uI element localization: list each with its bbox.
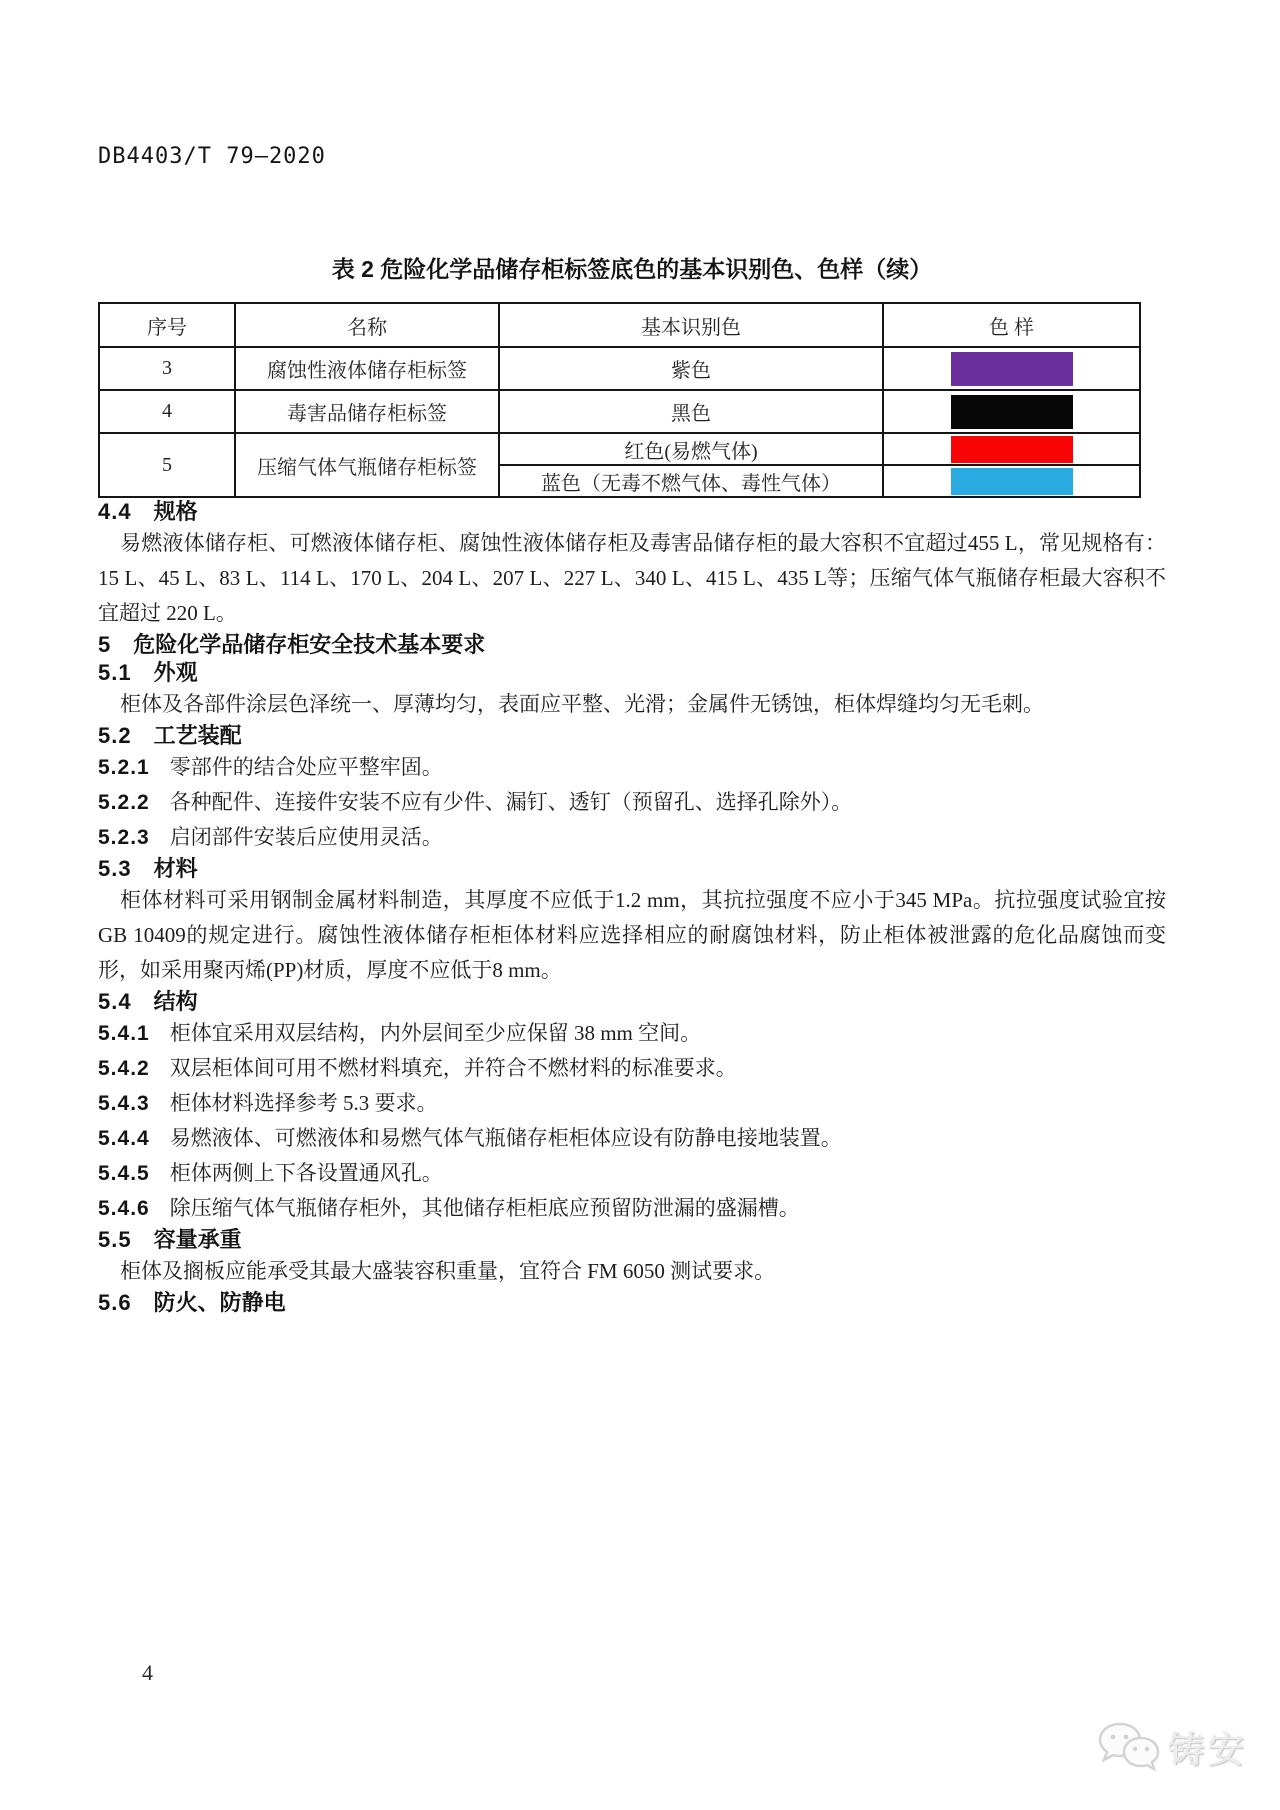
watermark-label: 铸安 [1167, 1729, 1248, 1770]
clause-number: 5.4.2 [98, 1057, 150, 1080]
page-number: 4 [142, 1660, 153, 1685]
col-header-index: 序号 [99, 303, 235, 347]
clause-text: 柜体宜采用双层结构，内外层间至少应保留 38 mm 空间。 [169, 1021, 702, 1045]
table-header-row [99, 303, 1140, 347]
section-heading-5-1 [98, 659, 1166, 687]
clause-5-2-3 [98, 820, 1166, 855]
table-row [99, 347, 1140, 390]
section-title: 外观 [153, 660, 198, 685]
cell-swatch [883, 465, 1140, 497]
cell-name: 压缩气体气瓶储存柜标签 [235, 433, 499, 497]
clause-5-2-1 [98, 750, 1166, 785]
clause-5-4-5 [98, 1156, 1166, 1191]
cell-swatch [883, 433, 1140, 465]
cell-index: 5 [99, 433, 235, 497]
cell-index: 3 [99, 347, 235, 390]
table-row [99, 433, 1140, 465]
section-heading-5 [98, 631, 1166, 659]
section-heading-5-5 [98, 1226, 1166, 1254]
clause-text: 柜体材料选择参考 5.3 要求。 [169, 1091, 438, 1115]
col-header-name: 名称 [235, 303, 499, 347]
clause-5-4-1 [98, 1016, 1166, 1051]
clause-5-4-6 [98, 1191, 1166, 1226]
col-header-sample: 色 样 [883, 303, 1140, 347]
section-heading-4-4 [98, 498, 1166, 526]
cell-color-name: 紫色 [499, 347, 883, 390]
clause-text: 启闭部件安装后应使用灵活。 [169, 825, 443, 849]
cell-index: 4 [99, 390, 235, 433]
clause-text: 零部件的结合处应平整牢固。 [169, 755, 443, 779]
table-title: 表 2 危险化学品储存柜标签底色的基本识别色、色样（续） [331, 256, 933, 282]
clause-number: 5.4.3 [98, 1092, 150, 1115]
cell-color-name: 红色(易燃气体) [499, 433, 883, 465]
section-number: 5.1 [98, 660, 132, 685]
clause-text: 除压缩气体气瓶储存柜外，其他储存柜柜底应预留防泄漏的盛漏槽。 [169, 1196, 800, 1220]
col-header-color: 基本识别色 [499, 303, 883, 347]
page-content [98, 0, 1166, 1317]
section-title: 工艺装配 [153, 723, 242, 748]
clause-number: 5.2.1 [98, 756, 150, 779]
clause-number: 5.4.5 [98, 1162, 150, 1185]
section-4-4-paragraph: 易燃液体储存柜、可燃液体储存柜、腐蚀性液体储存柜及毒害品储存柜的最大容积不宜超过455 L，常见规格有：15 L、45 L、83 L、114 L、170 L、204 L、207 L、227 L、340 L、415 L、435 L等；压缩气体气瓶储存柜最大容积不宜超过 220 L。 [98, 531, 1166, 625]
section-title: 结构 [153, 989, 198, 1014]
color-swatch-blue [951, 468, 1073, 495]
color-swatch-purple [951, 352, 1073, 386]
section-number: 5.5 [98, 1227, 132, 1252]
clause-number: 5.2.2 [98, 791, 150, 814]
cell-color-name: 蓝色（无毒不燃气体、毒性气体） [499, 465, 883, 497]
clause-text: 各种配件、连接件安装不应有少件、漏钉、透钉（预留孔、选择孔除外）。 [169, 790, 853, 814]
clause-number: 5.4.6 [98, 1197, 150, 1220]
clause-5-4-3 [98, 1086, 1166, 1121]
clause-5-4-4 [98, 1121, 1166, 1156]
section-title: 材料 [153, 856, 198, 881]
table-row [99, 390, 1140, 433]
clause-number: 5.2.3 [98, 826, 150, 849]
cell-name: 毒害品储存柜标签 [235, 390, 499, 433]
section-5-1-paragraph: 柜体及各部件涂层色泽统一、厚薄均匀，表面应平整、光滑；金属件无锈蚀，柜体焊缝均匀无毛刺。 [120, 692, 1044, 716]
section-heading-5-4 [98, 988, 1166, 1016]
section-title: 危险化学品储存柜安全技术基本要求 [133, 632, 486, 657]
section-5-5-paragraph: 柜体及搁板应能承受其最大盛装容积重量，宜符合 FM 6050 测试要求。 [120, 1259, 776, 1283]
wechat-bubbles-icon [1094, 1716, 1162, 1779]
clause-text: 柜体两侧上下各设置通风孔。 [169, 1161, 443, 1185]
section-number: 4.4 [98, 499, 132, 524]
standard-code: DB4403/T 79—2020 [98, 144, 326, 169]
clause-number: 5.4.1 [98, 1022, 150, 1045]
clause-text: 易燃液体、可燃液体和易燃气体气瓶储存柜柜体应设有防静电接地装置。 [169, 1126, 842, 1150]
section-heading-5-3 [98, 855, 1166, 883]
cell-swatch [883, 390, 1140, 433]
section-heading-5-2 [98, 722, 1166, 750]
section-number: 5 [98, 632, 112, 657]
section-number: 5.4 [98, 989, 132, 1014]
cell-name: 腐蚀性液体储存柜标签 [235, 347, 499, 390]
section-5-3-paragraph: 柜体材料可采用钢制金属材料制造，其厚度不应低于1.2 mm，其抗拉强度不应小于345 MPa。抗拉强度试验宜按GB 10409的规定进行。腐蚀性液体储存柜柜体材料应选择相应的耐腐蚀材料，防止柜体被泄露的危化品腐蚀而变形，如采用聚丙烯(PP)材质，厚度不应低于8 mm。 [98, 888, 1166, 982]
clause-number: 5.4.4 [98, 1127, 150, 1150]
color-swatch-red [951, 436, 1073, 463]
section-title: 防火、防静电 [153, 1290, 286, 1315]
section-title: 规格 [153, 499, 198, 524]
clause-text: 双层柜体间可用不燃材料填充，并符合不燃材料的标准要求。 [169, 1056, 737, 1080]
clause-5-2-2 [98, 785, 1166, 820]
watermark [1094, 1716, 1248, 1779]
cell-swatch [883, 347, 1140, 390]
section-heading-5-6 [98, 1289, 1166, 1317]
clause-5-4-2 [98, 1051, 1166, 1086]
section-number: 5.6 [98, 1290, 132, 1315]
cell-color-name: 黑色 [499, 390, 883, 433]
section-title: 容量承重 [153, 1227, 242, 1252]
section-number: 5.3 [98, 856, 132, 881]
color-swatch-black [951, 395, 1073, 429]
section-number: 5.2 [98, 723, 132, 748]
label-color-table [98, 302, 1141, 498]
